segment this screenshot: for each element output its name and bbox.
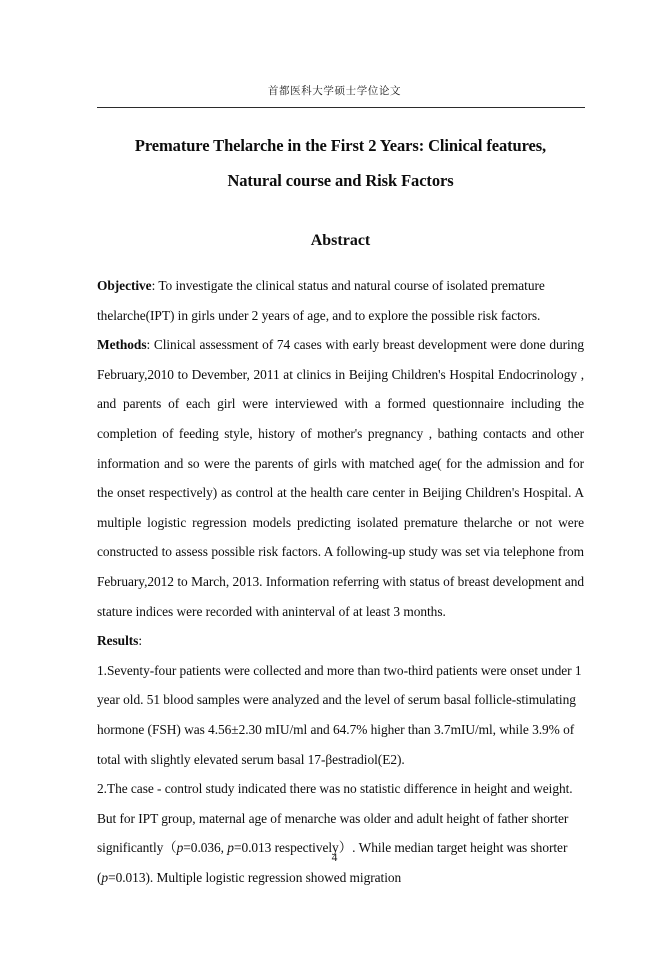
results-item-1 xyxy=(97,656,584,774)
document-body xyxy=(97,128,584,892)
page-number: 4 xyxy=(331,852,338,864)
p-value-symbol-3: p xyxy=(101,869,109,885)
results-label-paragraph xyxy=(97,626,584,656)
methods-label: Methods xyxy=(97,337,147,353)
results-item-2-text-part-2: . While median target height was shorter ( xyxy=(97,840,568,885)
p-value-2: =0.013 respectively） xyxy=(233,840,353,856)
header-divider-rule xyxy=(97,107,585,108)
methods-separator: : xyxy=(146,337,154,353)
title-line-1: Premature Thelarche in the First 2 Years: Clinical features, xyxy=(134,136,547,155)
objective-separator: : xyxy=(151,278,159,293)
methods-text: Clinical assessment of 74 cases with early breast development were done during February,2010 to Devember, 2011 at clinics in Beijing Children's Hospital Endocrinology , and parents of each girl were interviewed with a formed questionnaire including the completion of feeding style, history of mother's pregnancy , bathing contacts and other information and so were the parents of girls with matched age( for the admission and for the onset respectively) as control at the health care center in Beijing Children's Hospital. A multiple logistic regression models predicting isolated premature thelarche or not were constructed to assess possible risk factors. A following-up study was set via telephone from February,2012 to March, 2013. Information referring with status of breast development and stature indices were recorded with aninterval of at least 3 months. xyxy=(97,337,585,619)
methods-paragraph xyxy=(97,330,584,626)
p-value-1: =0.036, xyxy=(183,840,228,856)
objective-text: To investigate the clinical status and natural course of isolated premature thelarche(IPT) in girls under 2 years of age, and to explore the possible risk factors. xyxy=(97,278,545,323)
p-value-3: =0.013) xyxy=(108,869,150,885)
results-item-1-text: 1.Seventy-four patients were collected and more than two-third patients were onset under 1 year old. 51 blood samples were analyzed and the level of serum basal follicle-stimulating hormone (FSH) was 4.56±2.30 mIU/ml and 64.7% higher than 3.7mIU/ml, while 3.9% of total with slightly elevated serum basal 17-βestradiol(E2). xyxy=(97,662,582,767)
running-head-text: 首都医科大学硕士学位论文 xyxy=(267,85,402,97)
results-separator: : xyxy=(138,633,142,649)
objective-paragraph xyxy=(97,271,584,330)
results-label: Results xyxy=(97,633,139,649)
p-value-symbol-1: p xyxy=(176,840,184,856)
objective-label: Objective xyxy=(97,278,152,293)
page-title xyxy=(97,128,584,198)
page-header xyxy=(0,84,669,114)
results-item-2-text-part-1: 2.The case - control study indicated there was no statistic difference in height and weight. But for IPT group, maternal age of menarche was older and adult height of father shorter significantly（ xyxy=(97,781,573,856)
title-line-2: Natural course and Risk Factors xyxy=(227,171,454,190)
results-item-2 xyxy=(97,774,584,892)
abstract-heading: Abstract xyxy=(310,232,371,249)
results-item-2-text-part-3: . Multiple logistic regression showed migration xyxy=(149,869,402,885)
p-value-symbol-2: p xyxy=(227,840,234,856)
